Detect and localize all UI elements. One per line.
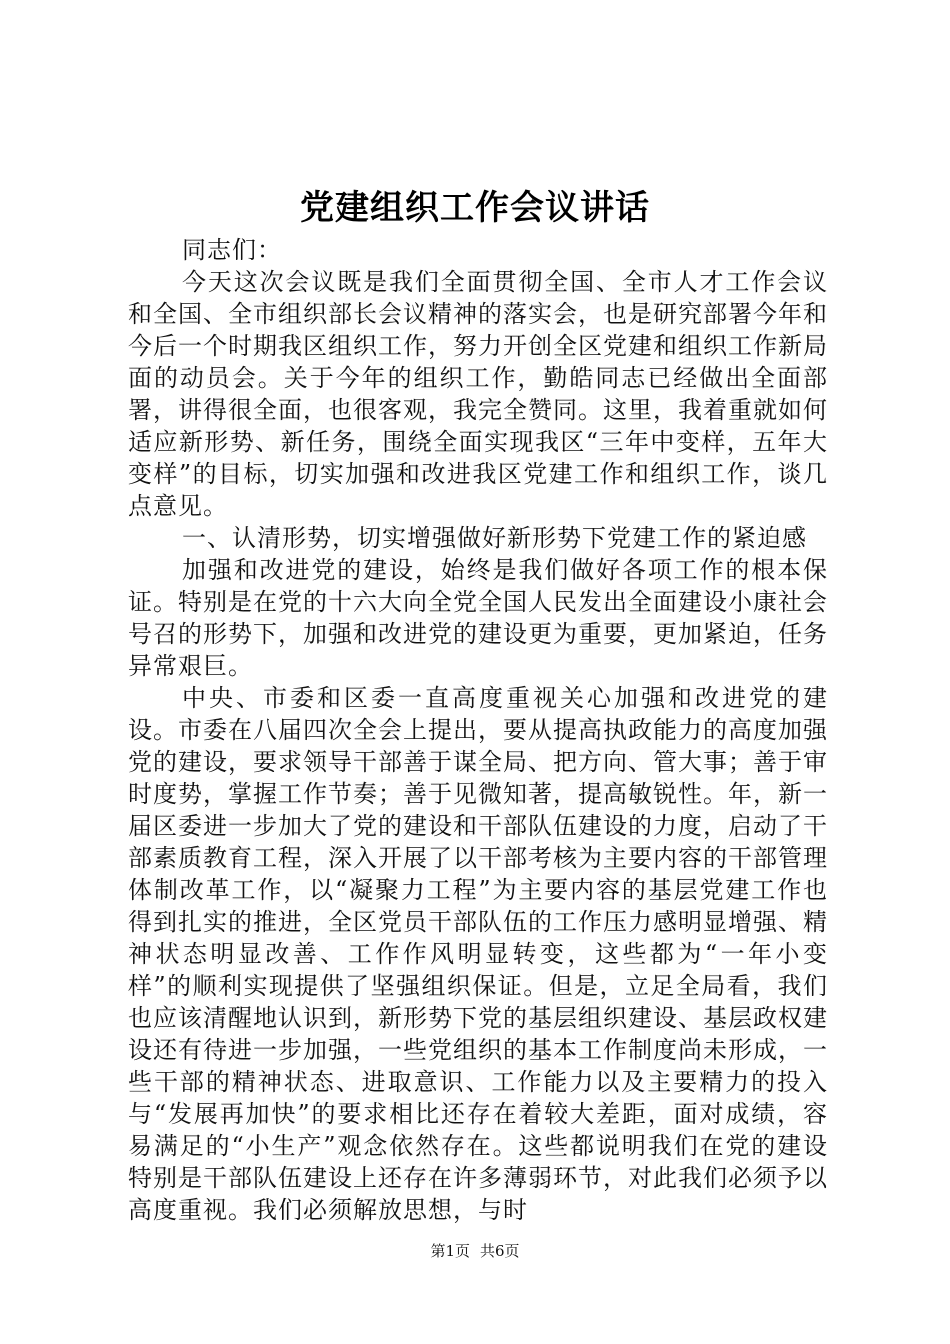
body-paragraph: 中央、市委和区委一直高度重视关心加强和改进党的建设。市委在八届四次全会上提出，要从提高执政能力的高度加强党的建设，要求领导干部善于谋全局、把方向、管大事；善于审时度势，掌握工作节奏；善于见微知著，提高敏锐性。年，新一届区委进一步加大了党的建设和干部队伍建设的力度，启动了干部素质教育工程，深入开展了以干部考核为主要内容的干部管理体制改革工作，以“凝聚力工程”为主要内容的基层党建工作也得到扎实的推进，全区党员干部队伍的工作压力感明显增强、精神状态明显改善、工作作风明显转变，这些都为“一年小变样”的顺利实现提供了坚强组织保证。但是，立足全局看，我们也应该清醒地认识到，新形势下党的基层组织建设、基层政权建设还有待进一步加强，一些党组织的基本工作制度尚未形成，一些干部的精神状态、进取意识、工作能力以及主要精力的投入与“发展再加快”的要求相比还存在着较大差距，面对成绩，容易满足的“小生产”观念依然存在。这些都说明我们在党的建设特别是干部队伍建设上还存在许多薄弱环节，对此我们必须予以高度重视。我们必须解放思想，与时 (128, 684, 828, 1224)
body-paragraph: 今天这次会议既是我们全面贯彻全国、全市人才工作会议和全国、全市组织部长会议精神的落实会，也是研究部署今年和今后一个时期我区组织工作，努力开创全区党建和组织工作新局面的动员会。关于今年的组织工作，勤皓同志已经做出全面部署，讲得很全面，也很客观，我完全赞同。这里，我着重就如何适应新形势、新任务，围绕全面实现我区“三年中变样，五年大变样”的目标，切实加强和改进我区党建工作和组织工作，谈几点意见。 (128, 268, 828, 520)
page-number-total: 共6页 (480, 1242, 520, 1260)
section-heading: 一、认清形势，切实增强做好新形势下党建工作的紧迫感 (182, 524, 807, 552)
page-number-current: 第1页 (430, 1242, 470, 1260)
salutation-paragraph: 同志们： (182, 236, 282, 264)
body-paragraph: 加强和改进党的建设，始终是我们做好各项工作的根本保证。特别是在党的十六大向全党全国人民发出全面建设小康社会号召的形势下，加强和改进党的建设更为重要，更加紧迫，任务异常艰巨。 (128, 556, 828, 680)
document-body (128, 234, 828, 1226)
document-title: 党建组织工作会议讲话 (300, 188, 650, 228)
page-footer (0, 1241, 950, 1261)
